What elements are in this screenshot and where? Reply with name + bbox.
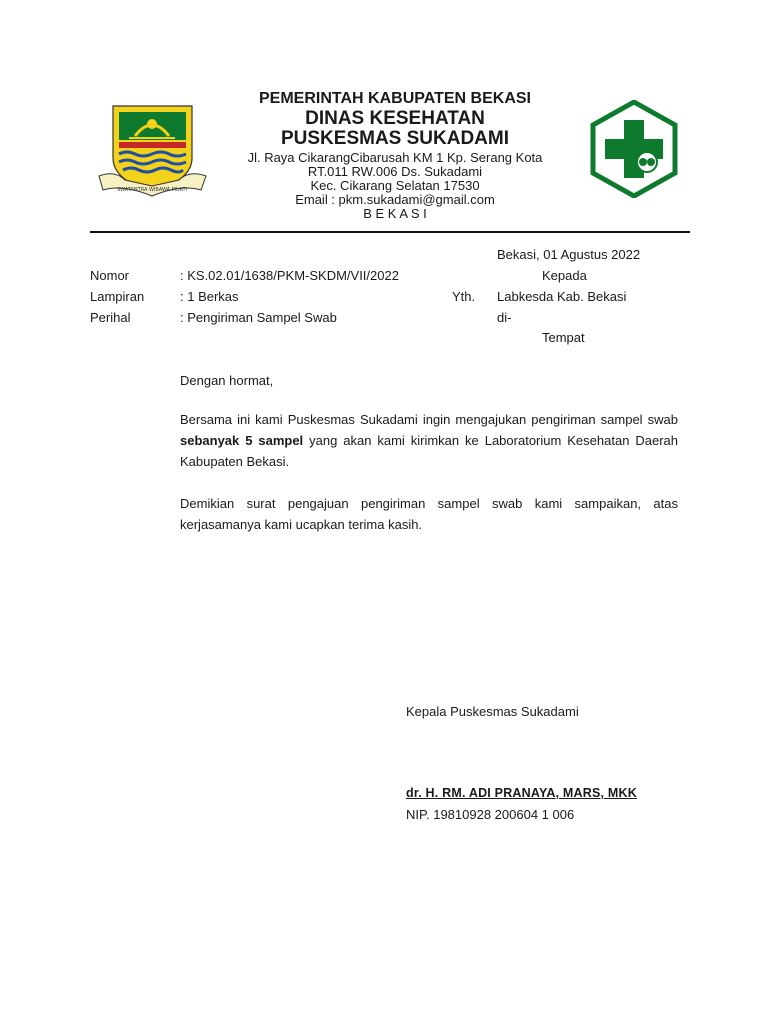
header-divider [90,231,690,233]
kabupaten-bekasi-logo [95,100,210,200]
header-address-2: RT.011 RW.006 Ds. Sukadami [307,164,483,179]
header-city: B E K A S I [363,206,427,221]
perihal-value: : Pengiriman Sampel Swab [180,310,337,325]
logo-motto-text: SWATANTRA WIBAWA MUKTI [116,187,188,193]
paragraph-1-text-a: Bersama ini kami Puskesmas Sukadami ingin mengajukan pengiriman sampel swab [180,412,678,427]
nomor-label: Nomor [90,268,130,283]
puskesmas-logo [585,100,683,198]
header-institution: PUSKESMAS SUKADAMI [280,128,510,149]
yth-label: Yth. [452,289,476,304]
header-government: PEMERINTAH KABUPATEN BEKASI [258,90,531,107]
header-email: Email : pkm.sukadami@gmail.com [295,192,495,207]
letter-date: Bekasi, 01 Agustus 2022 [497,247,641,262]
paragraph-2: Demikian surat pengajuan pengiriman sampel swab kami sampaikan, atas kerjasamanya kami ucapkan terima kasih. [180,496,678,532]
signature-nip: NIP. 19810928 200604 1 006 [406,807,575,822]
paragraph-1 [180,409,678,472]
header-department: DINAS KESEHATAN [305,108,485,129]
nomor-value: : KS.02.01/1638/PKM-SKDM/VII/2022 [180,268,399,283]
kepada-label: Kepada [542,268,587,283]
greeting: Dengan hormat, [180,373,274,388]
paragraph-1-text-b: yang akan kami kirimkan ke Laboratorium Kesehatan Daerah Kabupaten Bekasi. [180,433,678,469]
perihal-label: Perihal [90,310,131,325]
header-address-3: Kec. Cikarang Selatan 17530 [310,178,480,193]
signature-title: Kepala Puskesmas Sukadami [406,704,579,719]
recipient-name: Labkesda Kab. Bekasi [497,289,627,304]
paragraph-1-bold: sebanyak 5 sampel [180,433,304,448]
tempat-label: Tempat [542,330,585,345]
lampiran-value: : 1 Berkas [180,289,239,304]
lampiran-label: Lampiran [90,289,145,304]
signature-name: dr. H. RM. ADI PRANAYA, MARS, MKK [406,786,637,800]
header-address-1: Jl. Raya CikarangCibarusah KM 1 Kp. Serang Kota [247,150,543,165]
di-label: di- [497,310,512,325]
